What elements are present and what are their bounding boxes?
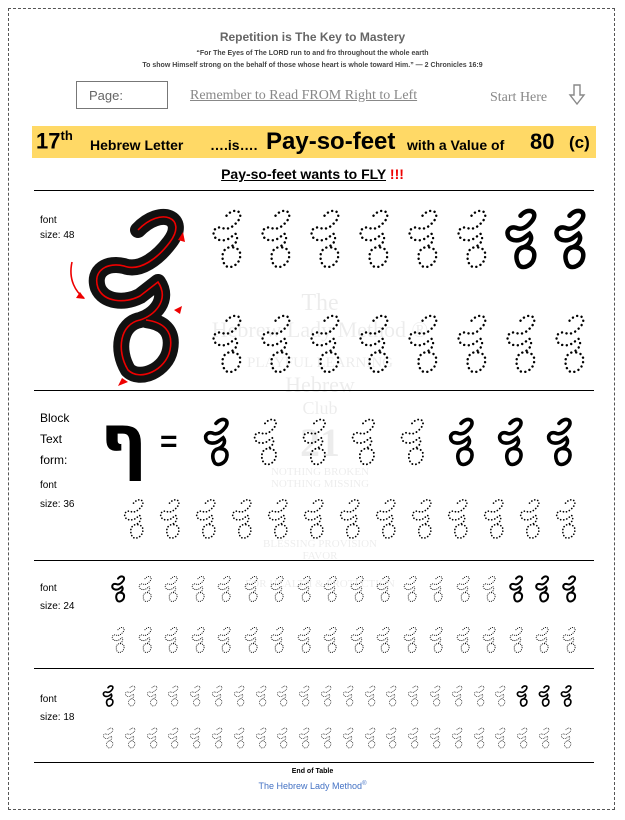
tracing-letter	[161, 625, 181, 655]
tracing-letter	[253, 726, 269, 750]
model-letter	[536, 684, 552, 708]
model-letter	[514, 684, 530, 708]
tracing-letter	[405, 684, 421, 708]
tracing-letter	[294, 625, 314, 655]
font-size-36-label: font size: 36	[40, 480, 75, 510]
tracing-letter	[318, 684, 334, 708]
tracing-letter	[453, 625, 473, 655]
tracing-letter	[370, 496, 401, 542]
banner-is: ….is….	[210, 137, 258, 153]
tracing-letter	[320, 574, 340, 604]
tracing-letter	[296, 684, 312, 708]
letter-name: Pay-so-feet	[266, 128, 396, 155]
tracing-letter	[214, 574, 234, 604]
tracing-letter	[514, 726, 530, 750]
tracing-letter	[274, 726, 290, 750]
tracing-letter	[188, 625, 208, 655]
tracing-letter	[394, 415, 430, 469]
tracing-letter	[478, 496, 509, 542]
start-here-label: Start Here	[490, 90, 548, 105]
stroke-order-letter	[66, 200, 196, 390]
tracing-letter	[427, 726, 443, 750]
tracing-letter	[298, 496, 329, 542]
page-title: Repetition is The Key to Mastery	[219, 30, 406, 44]
equals-sign: =	[160, 425, 178, 458]
model-letter	[443, 415, 479, 469]
tracing-letter	[400, 625, 420, 655]
model-letter	[198, 415, 234, 469]
tracing-letter	[204, 310, 249, 378]
model-letter	[498, 205, 543, 273]
tracing-letter	[209, 684, 225, 708]
tracing-letter	[492, 726, 508, 750]
banner-hebrew-letter: Hebrew Letter	[90, 137, 184, 153]
tracing-letter	[122, 684, 138, 708]
tracing-letter	[274, 684, 290, 708]
tracing-letter	[253, 310, 298, 378]
tracing-letter	[122, 726, 138, 750]
tracing-letter	[514, 496, 545, 542]
model-letter	[100, 684, 116, 708]
block-text-label: Block Text form:	[40, 411, 70, 467]
tracing-letter	[226, 496, 257, 542]
tracing-letter	[165, 684, 181, 708]
tracing-letter	[247, 415, 283, 469]
tracing-letter	[351, 310, 396, 378]
tracing-letter	[267, 625, 287, 655]
tracing-letter	[492, 684, 508, 708]
footer-method: The Hebrew Lady Method®	[258, 781, 367, 791]
tagline: Pay-so-feet wants to FLY !!!	[221, 166, 404, 182]
tracing-letter	[345, 415, 381, 469]
tracing-letter	[373, 574, 393, 604]
tracing-letter	[347, 625, 367, 655]
verse-line-2: To show Himself strong on the behalf of those whose heart is whole toward Him.” — 2 Chronicles 16:9	[142, 62, 483, 69]
tracing-letter	[161, 574, 181, 604]
banner-value-text: with a Value of	[407, 137, 505, 153]
tracing-letter	[253, 684, 269, 708]
tracing-letter	[400, 310, 445, 378]
tracing-letter	[351, 205, 396, 273]
tracing-letter	[547, 310, 592, 378]
tracing-letter	[449, 684, 465, 708]
tracing-letter	[449, 726, 465, 750]
model-letter	[492, 415, 528, 469]
tracing-letter	[209, 726, 225, 750]
model-letter	[559, 574, 579, 604]
tracing-letter	[108, 625, 128, 655]
end-of-table: End of Table	[291, 768, 334, 775]
tracing-letter	[334, 496, 365, 542]
tracing-letter	[135, 625, 155, 655]
divider	[34, 190, 594, 191]
tracing-letter	[405, 726, 421, 750]
divider	[34, 762, 594, 763]
model-letter	[541, 415, 577, 469]
letter-value: 80	[530, 129, 555, 154]
letter-code: (c)	[569, 133, 590, 152]
tracing-letter	[506, 625, 526, 655]
tracing-letter	[262, 496, 293, 542]
tracing-letter	[204, 205, 249, 273]
tracing-letter	[449, 205, 494, 273]
tracing-letter	[296, 415, 332, 469]
tracing-letter	[362, 684, 378, 708]
tracing-letter	[340, 684, 356, 708]
tracing-letter	[118, 496, 149, 542]
tracing-letter	[190, 496, 221, 542]
tracing-letter	[558, 726, 574, 750]
tracing-letter	[187, 684, 203, 708]
divider	[34, 668, 594, 669]
tracing-letter	[479, 625, 499, 655]
tracing-letter	[442, 496, 473, 542]
tracing-letter	[550, 496, 581, 542]
tracing-letter	[426, 574, 446, 604]
model-letter	[506, 574, 526, 604]
tracing-letter	[536, 726, 552, 750]
tracing-letter	[362, 726, 378, 750]
tracing-letter	[165, 726, 181, 750]
letter-number: 17th	[36, 128, 73, 154]
tracing-letter	[253, 205, 298, 273]
tracing-letter	[532, 625, 552, 655]
font-size-48-label: font size: 48	[40, 215, 75, 241]
tracing-letter	[214, 625, 234, 655]
page-label: Page:	[89, 88, 123, 103]
model-letter	[108, 574, 128, 604]
font-size-24-label: font size: 24	[40, 583, 75, 612]
page-number-box[interactable]	[76, 81, 168, 109]
tracing-letter	[373, 625, 393, 655]
remember-note: Remember to Read FROM Right to Left	[190, 88, 418, 103]
tracing-letter	[241, 625, 261, 655]
tracing-letter	[144, 684, 160, 708]
tracing-letter	[340, 726, 356, 750]
tracing-letter	[231, 684, 247, 708]
tracing-letter	[347, 574, 367, 604]
tracing-letter	[400, 205, 445, 273]
font-size-18-label: font size: 18	[40, 694, 75, 723]
tracing-letter	[302, 310, 347, 378]
tracing-letter	[100, 726, 116, 750]
block-letter: ף	[100, 399, 148, 481]
tracing-letter	[383, 684, 399, 708]
tracing-letter	[471, 684, 487, 708]
verse-line-1: “For The Eyes of The LORD run to and fro throughout the whole earth	[196, 50, 429, 57]
tracing-letter	[318, 726, 334, 750]
tracing-letter	[241, 574, 261, 604]
tracing-letter	[154, 496, 185, 542]
tracing-letter	[296, 726, 312, 750]
tracing-letter	[135, 574, 155, 604]
tracing-letter	[426, 625, 446, 655]
tracing-letter	[498, 310, 543, 378]
model-letter	[547, 205, 592, 273]
tracing-letter	[320, 625, 340, 655]
tracing-letter	[449, 310, 494, 378]
watermark: The Hebrew Lady Method ® PLAYFUL LEARNING Hebrew Club 21 NOTHING BROKEN NOTHING MISSING BLESSING PROVISION FAVOR FOR HEALTH & PROTECTION	[211, 290, 429, 590]
tracing-letter	[231, 726, 247, 750]
tracing-letter	[406, 496, 437, 542]
model-letter	[558, 684, 574, 708]
tracing-letter	[559, 625, 579, 655]
tracing-letter	[187, 726, 203, 750]
tracing-letter	[479, 574, 499, 604]
tracing-letter	[400, 574, 420, 604]
model-letter	[532, 574, 552, 604]
tracing-letter	[427, 684, 443, 708]
tracing-letter	[471, 726, 487, 750]
tracing-letter	[144, 726, 160, 750]
tracing-letter	[302, 205, 347, 273]
tracing-letter	[294, 574, 314, 604]
tracing-letter	[383, 726, 399, 750]
tracing-letter	[188, 574, 208, 604]
tracing-letter	[453, 574, 473, 604]
tracing-letter	[267, 574, 287, 604]
arrow-down-icon	[568, 84, 586, 106]
